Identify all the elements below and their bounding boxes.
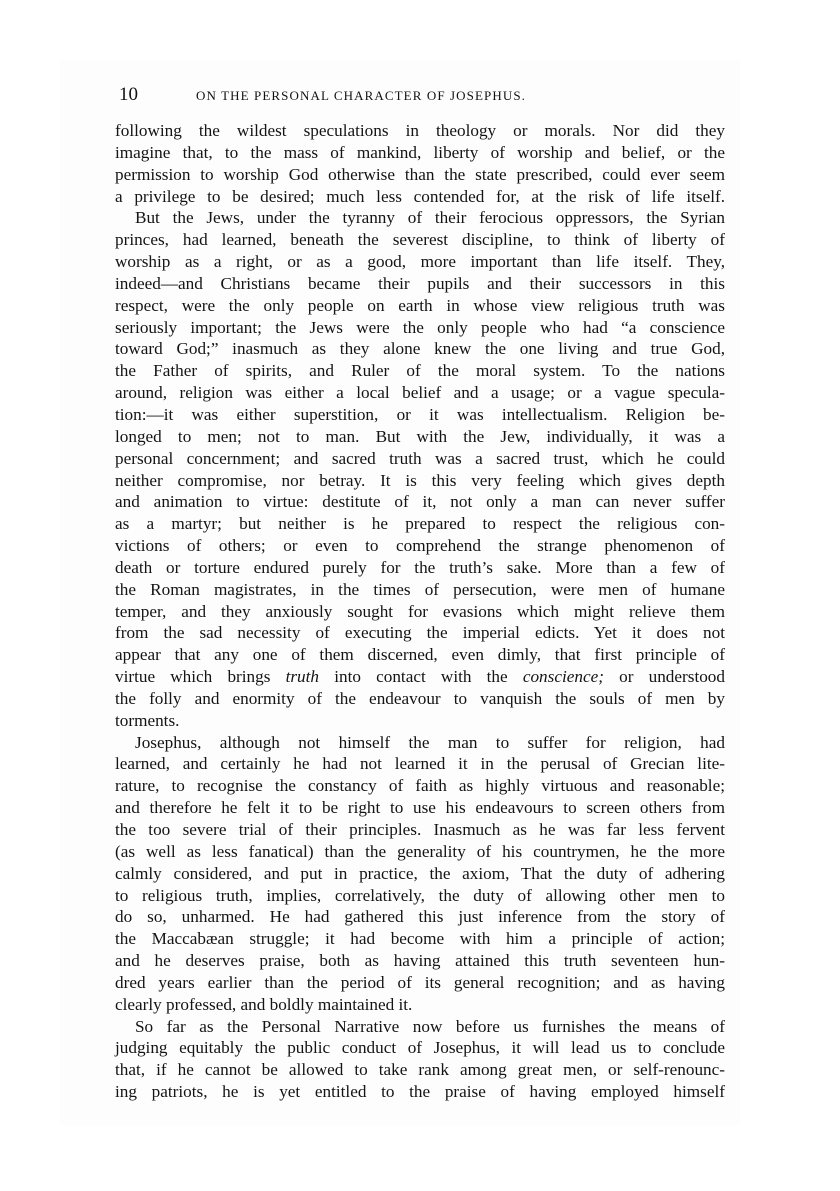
text-line: around, religion was either a local belief and a usage; or a vague specula- [115, 383, 725, 403]
text-line: learned, and certainly he had not learned it in the perusal of Grecian lite- [115, 754, 725, 774]
page-header [119, 84, 727, 108]
page-number: 10 [119, 84, 138, 105]
text-line: that, if he cannot be allowed to take rank among great men, or self-renounc- [115, 1060, 725, 1080]
text-line: But the Jews, under the tyranny of their ferocious oppressors, the Syrian [135, 208, 725, 228]
text-line-with-italics: virtue which brings truth into contact with the conscience; or understood [115, 667, 725, 687]
text-line: torments. [115, 710, 180, 730]
text-line: appear that any one of them discerned, even dimly, that first principle of [115, 645, 725, 665]
text-line: from the sad necessity of executing the imperial edicts. Yet it does not [115, 623, 725, 643]
text-line: and animation to virtue: destitute of it, not only a man can never suffer [115, 492, 725, 512]
text-line: and therefore he felt it to be right to use his endeavours to screen others from [115, 798, 725, 818]
text-line: rature, to recognise the constancy of faith as highly virtuous and reasonable; [115, 776, 725, 796]
text-line: clearly professed, and boldly maintained it. [115, 994, 413, 1014]
text-line: indeed—and Christians became their pupils and their successors in this [115, 273, 725, 293]
text-line: tion:—it was either superstition, or it was intellectualism. Religion be- [115, 404, 725, 424]
text-line: ing patriots, he is yet entitled to the praise of having employed himself [115, 1082, 725, 1102]
text-line: longed to men; not to man. But with the Jew, individually, it was a [115, 426, 725, 446]
text-line: as a martyr; but neither is he prepared to respect the religious con- [115, 514, 725, 534]
text-line: death or torture endured purely for the truth’s sake. More than a few of [115, 557, 725, 577]
text-line: temper, and they anxiously sought for evasions which might relieve them [115, 601, 725, 621]
text-line: calmly considered, and put in practice, the axiom, That the duty of adhering [115, 863, 725, 883]
text-line: the Father of spirits, and Ruler of the moral system. To the nations [115, 361, 725, 381]
italic-conscience: conscience; [522, 667, 604, 687]
text-line: a privilege to be desired; much less contended for, at the risk of life itself. [115, 186, 725, 206]
text-line: permission to worship God otherwise than the state prescribed, could ever seem [115, 164, 725, 184]
body-text [115, 120, 725, 1103]
text-line: toward God;” inasmuch as they alone knew the one living and true God, [115, 339, 725, 359]
text-line: worship as a right, or as a good, more important than life itself. They, [115, 252, 725, 272]
text-line: respect, were the only people on earth in whose view religious truth was [115, 295, 725, 315]
text-line: seriously important; the Jews were the only people who had “a conscience [115, 317, 725, 337]
text-line: the folly and enormity of the endeavour to vanquish the souls of men by [115, 688, 725, 708]
text-line: personal concernment; and sacred truth was a sacred trust, which he could [115, 448, 725, 468]
text-line: (as well as less fanatical) than the generality of his countrymen, he the more [115, 841, 725, 861]
text-line: the Maccabæan struggle; it had become with him a principle of action; [115, 929, 725, 949]
text-line: neither compromise, nor betray. It is this very feeling which gives depth [115, 470, 725, 490]
text-line: the Roman magistrates, in the times of persecution, were men of humane [115, 579, 725, 599]
text-line: judging equitably the public conduct of Josephus, it will lead us to conclude [115, 1038, 725, 1058]
text-line: dred years earlier than the period of its general recognition; and as having [115, 972, 725, 992]
text-line: the too severe trial of their principles. Inasmuch as he was far less fervent [115, 820, 725, 839]
text-line: So far as the Personal Narrative now before us furnishes the means of [135, 1016, 725, 1036]
italic-truth: truth [285, 667, 320, 687]
text-line: do so, unharmed. He had gathered this just inference from the story of [115, 907, 725, 927]
text-line: and he deserves praise, both as having attained this truth seventeen hun- [115, 951, 725, 971]
text-line: princes, had learned, beneath the severest discipline, to think of liberty of [115, 230, 725, 250]
text-line: imagine that, to the mass of mankind, liberty of worship and belief, or the [115, 142, 725, 162]
text-line: victions of others; or even to comprehend the strange phenomenon of [115, 536, 725, 556]
text-line: following the wildest speculations in theology or morals. Nor did they [115, 121, 725, 140]
text-line: Josephus, although not himself the man to suffer for religion, had [135, 732, 725, 752]
text-line: to religious truth, implies, correlatively, the duty of allowing other men to [115, 885, 725, 905]
running-head: ON THE PERSONAL CHARACTER OF JOSEPHUS. [196, 88, 527, 103]
